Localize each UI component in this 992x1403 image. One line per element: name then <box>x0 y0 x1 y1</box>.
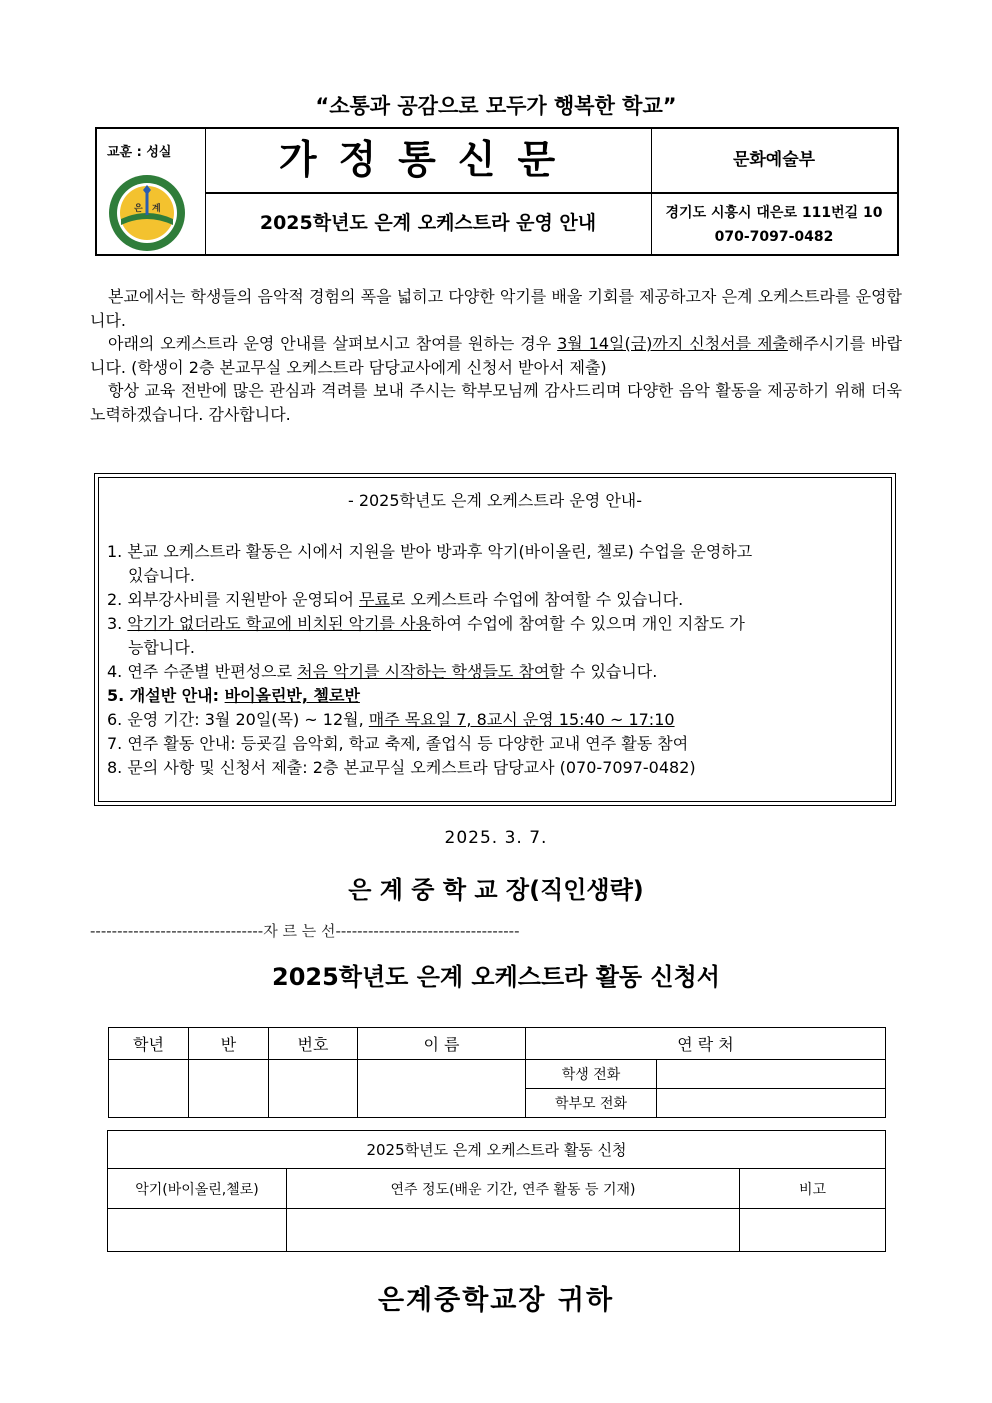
list-item: 6. 운영 기간: 3월 20일(목) ~ 12월, 매주 목요일 7, 8교시 운영 15:40 ~ 17:10 <box>107 710 675 729</box>
list-item: 5. 개설반 안내: 바이올린반, 첼로반 <box>107 686 360 705</box>
header-note: 비고 <box>740 1169 886 1209</box>
intro-paragraph-1: 본교에서는 학생들의 음악적 경험의 폭을 넓히고 다양한 악기를 배울 기회를 제공하고자 은계 오케스트라를 운영합니다. <box>90 287 902 330</box>
level-field[interactable] <box>287 1209 740 1252</box>
grade-field[interactable] <box>109 1060 189 1118</box>
instrument-field[interactable] <box>108 1209 287 1252</box>
cut-line: --------------------------------자 르 는 선---------------------------------- <box>90 922 520 940</box>
principal-signature: 은 계 중 학 교 장(직인생략) <box>348 876 644 904</box>
school-motto: 교훈 : 성실 <box>107 145 172 160</box>
info-box <box>94 473 896 806</box>
number-field[interactable] <box>269 1060 358 1118</box>
svg-text:은: 은 <box>134 204 143 214</box>
list-item: 능합니다. <box>128 638 195 657</box>
header-instrument: 악기(바이올린,첼로) <box>108 1169 287 1209</box>
parent-phone-label: 학부모 전화 <box>526 1089 657 1118</box>
school-address <box>651 201 897 249</box>
info-list <box>107 540 885 780</box>
svg-text:계: 계 <box>152 204 161 214</box>
header-contact: 연 락 처 <box>526 1028 886 1060</box>
motto-cell <box>97 129 206 254</box>
closing-addressee: 은계중학교장 귀하 <box>377 1285 615 1316</box>
student-info-table <box>108 1027 886 1118</box>
form-title: 2025학년도 은계 오케스트라 활동 신청서 <box>272 963 720 991</box>
school-slogan: “소통과 공감으로 모두가 행복한 학교” <box>315 94 677 118</box>
info-box-title: - 2025학년도 은계 오케스트라 운영 안내- <box>347 491 643 510</box>
header-name: 이 름 <box>358 1028 526 1060</box>
activity-table-title: 2025학년도 은계 오케스트라 활동 신청 <box>108 1131 886 1169</box>
list-item: 1. 본교 오케스트라 활동은 시에서 지원을 받아 방과후 악기(바이올린, 첼로) 수업을 운영하고 <box>107 542 753 561</box>
intro-text <box>90 285 902 426</box>
list-item: 4. 연주 수준별 반편성으로 처음 악기를 시작하는 학생들도 참여할 수 있습니다. <box>107 662 658 681</box>
parent-phone-field[interactable] <box>657 1089 886 1118</box>
list-item: 8. 문의 사항 및 신청서 제출: 2층 본교무실 오케스트라 담당교사 (070-7097-0482) <box>107 758 696 777</box>
class-field[interactable] <box>189 1060 269 1118</box>
newsletter-subtitle: 2025학년도 은계 오케스트라 운영 안내 <box>259 212 597 234</box>
phone-line: 070-7097-0482 <box>714 229 834 245</box>
list-item: 있습니다. <box>128 566 195 585</box>
intro-paragraph-3: 항상 교육 전반에 많은 관심과 격려를 보내 주시는 학부모님께 감사드리며 다양한 음악 활동을 제공하기 위해 더욱 노력하겠습니다. 감사합니다. <box>90 381 902 424</box>
address-line: 경기도 시흥시 대은로 111번길 10 <box>665 205 883 221</box>
header-number: 번호 <box>269 1028 358 1060</box>
student-phone-field[interactable] <box>657 1060 886 1089</box>
name-field[interactable] <box>358 1060 526 1118</box>
header-grade: 학년 <box>109 1028 189 1060</box>
department-name: 문화예술부 <box>732 150 816 170</box>
note-field[interactable] <box>740 1209 886 1252</box>
header-level: 연주 정도(배운 기간, 연주 활동 등 기재) <box>287 1169 740 1209</box>
newsletter-title: 가정통신문 <box>278 138 578 183</box>
activity-application-table <box>107 1130 886 1252</box>
header-class: 반 <box>189 1028 269 1060</box>
school-logo-icon <box>107 173 187 253</box>
list-item: 3. 악기가 없더라도 학교에 비치된 악기를 사용하여 수업에 참여할 수 있으며 개인 지참도 가 <box>107 614 745 633</box>
student-phone-label: 학생 전화 <box>526 1060 657 1089</box>
issue-date: 2025. 3. 7. <box>444 828 548 848</box>
newsletter-header <box>95 127 899 256</box>
list-item: 2. 외부강사비를 지원받아 운영되어 무료로 오케스트라 수업에 참여할 수 있습니다. <box>107 590 684 609</box>
intro-paragraph-2: 아래의 오케스트라 운영 안내를 살펴보시고 참여를 원하는 경우 3월 14일(금)까지 신청서를 제출해주시기를 바랍니다. (학생이 2층 본교무실 오케스트라 담당교사에게 신청서 받아서 제출) <box>90 334 902 377</box>
list-item: 7. 연주 활동 안내: 등굣길 음악회, 학교 축제, 졸업식 등 다양한 교내 연주 활동 참여 <box>107 734 689 753</box>
